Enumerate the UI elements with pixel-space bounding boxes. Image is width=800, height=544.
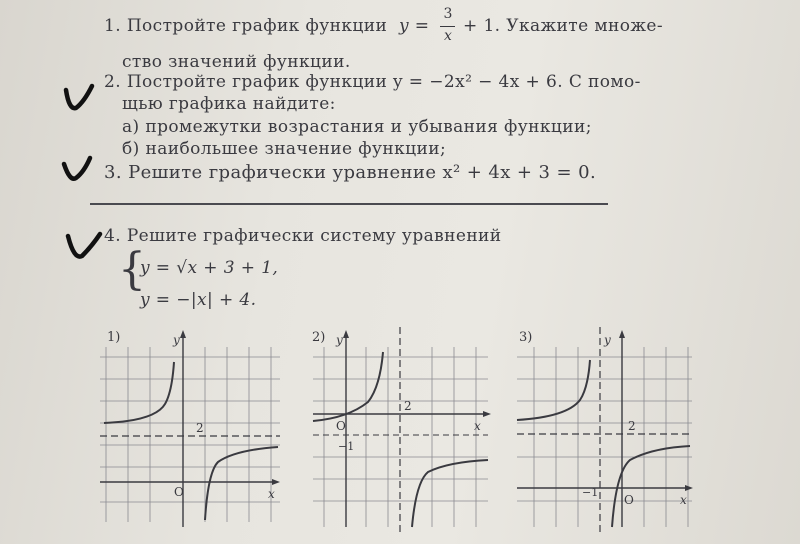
graph-2-x-label: x: [474, 419, 481, 433]
graph-2-label: 2): [312, 330, 326, 345]
graph-2-origin-label: O: [336, 419, 346, 433]
problem-4-line-1: 4. Решите графически систему уравнений: [104, 226, 502, 246]
graph-2-mark-label: 2: [404, 399, 412, 413]
fraction-numerator: 3: [443, 6, 453, 22]
graph-3-label: 3): [519, 330, 533, 345]
check-mark-icon: [60, 226, 104, 266]
graph-3-mark-label-2: −1: [582, 486, 599, 499]
graph-2-mark-label-2: −1: [338, 440, 355, 453]
graph-2-y-label: y: [336, 333, 343, 347]
problem-1-line-2: ство значений функции.: [122, 52, 351, 72]
graph-1-origin-label: O: [174, 485, 184, 499]
graph-3-x-label: x: [680, 493, 687, 507]
check-mark-icon: [60, 80, 96, 116]
problem-1-line-1b: + 1. Укажите множе-: [463, 16, 663, 36]
graph-3: [512, 322, 697, 534]
graph-1-label: 1): [107, 330, 121, 345]
problem-2-line-4: б) наибольшее значение функции;: [122, 139, 447, 159]
problem-2-line-2: щью графика найдите:: [122, 94, 336, 114]
graph-1-x-label: x: [268, 487, 275, 501]
system-brace: {: [118, 244, 146, 295]
graph-1: [100, 322, 285, 534]
system-equation-2: y = −|x| + 4.: [140, 290, 257, 310]
graph-2: [308, 322, 493, 534]
graph-1-mark-label: 2: [196, 421, 204, 435]
graph-3-mark-label: 2: [628, 419, 636, 433]
fraction-denominator: x: [444, 28, 452, 44]
problem-2-line-3: а) промежутки возрастания и убывания функции;: [122, 117, 592, 137]
problem-3-line-1: 3. Решите графически уравнение x² + 4x + 3 = 0.: [104, 162, 597, 183]
problem-2-line-1: 2. Постройте график функции y = −2x² − 4x + 6. С помо-: [104, 72, 641, 92]
system-equation-1: y = √x + 3 + 1,: [140, 258, 279, 278]
graph-3-origin-label: O: [624, 493, 634, 507]
check-mark-icon: [58, 152, 94, 188]
problem-1-y-equals: y =: [399, 16, 430, 36]
problem-1-line-1a: 1. Постройте график функции: [104, 16, 388, 36]
separator-rule: [90, 203, 608, 205]
graph-1-y-label: y: [173, 333, 180, 347]
graph-3-y-label: y: [604, 333, 611, 347]
fraction-bar: [440, 26, 455, 27]
